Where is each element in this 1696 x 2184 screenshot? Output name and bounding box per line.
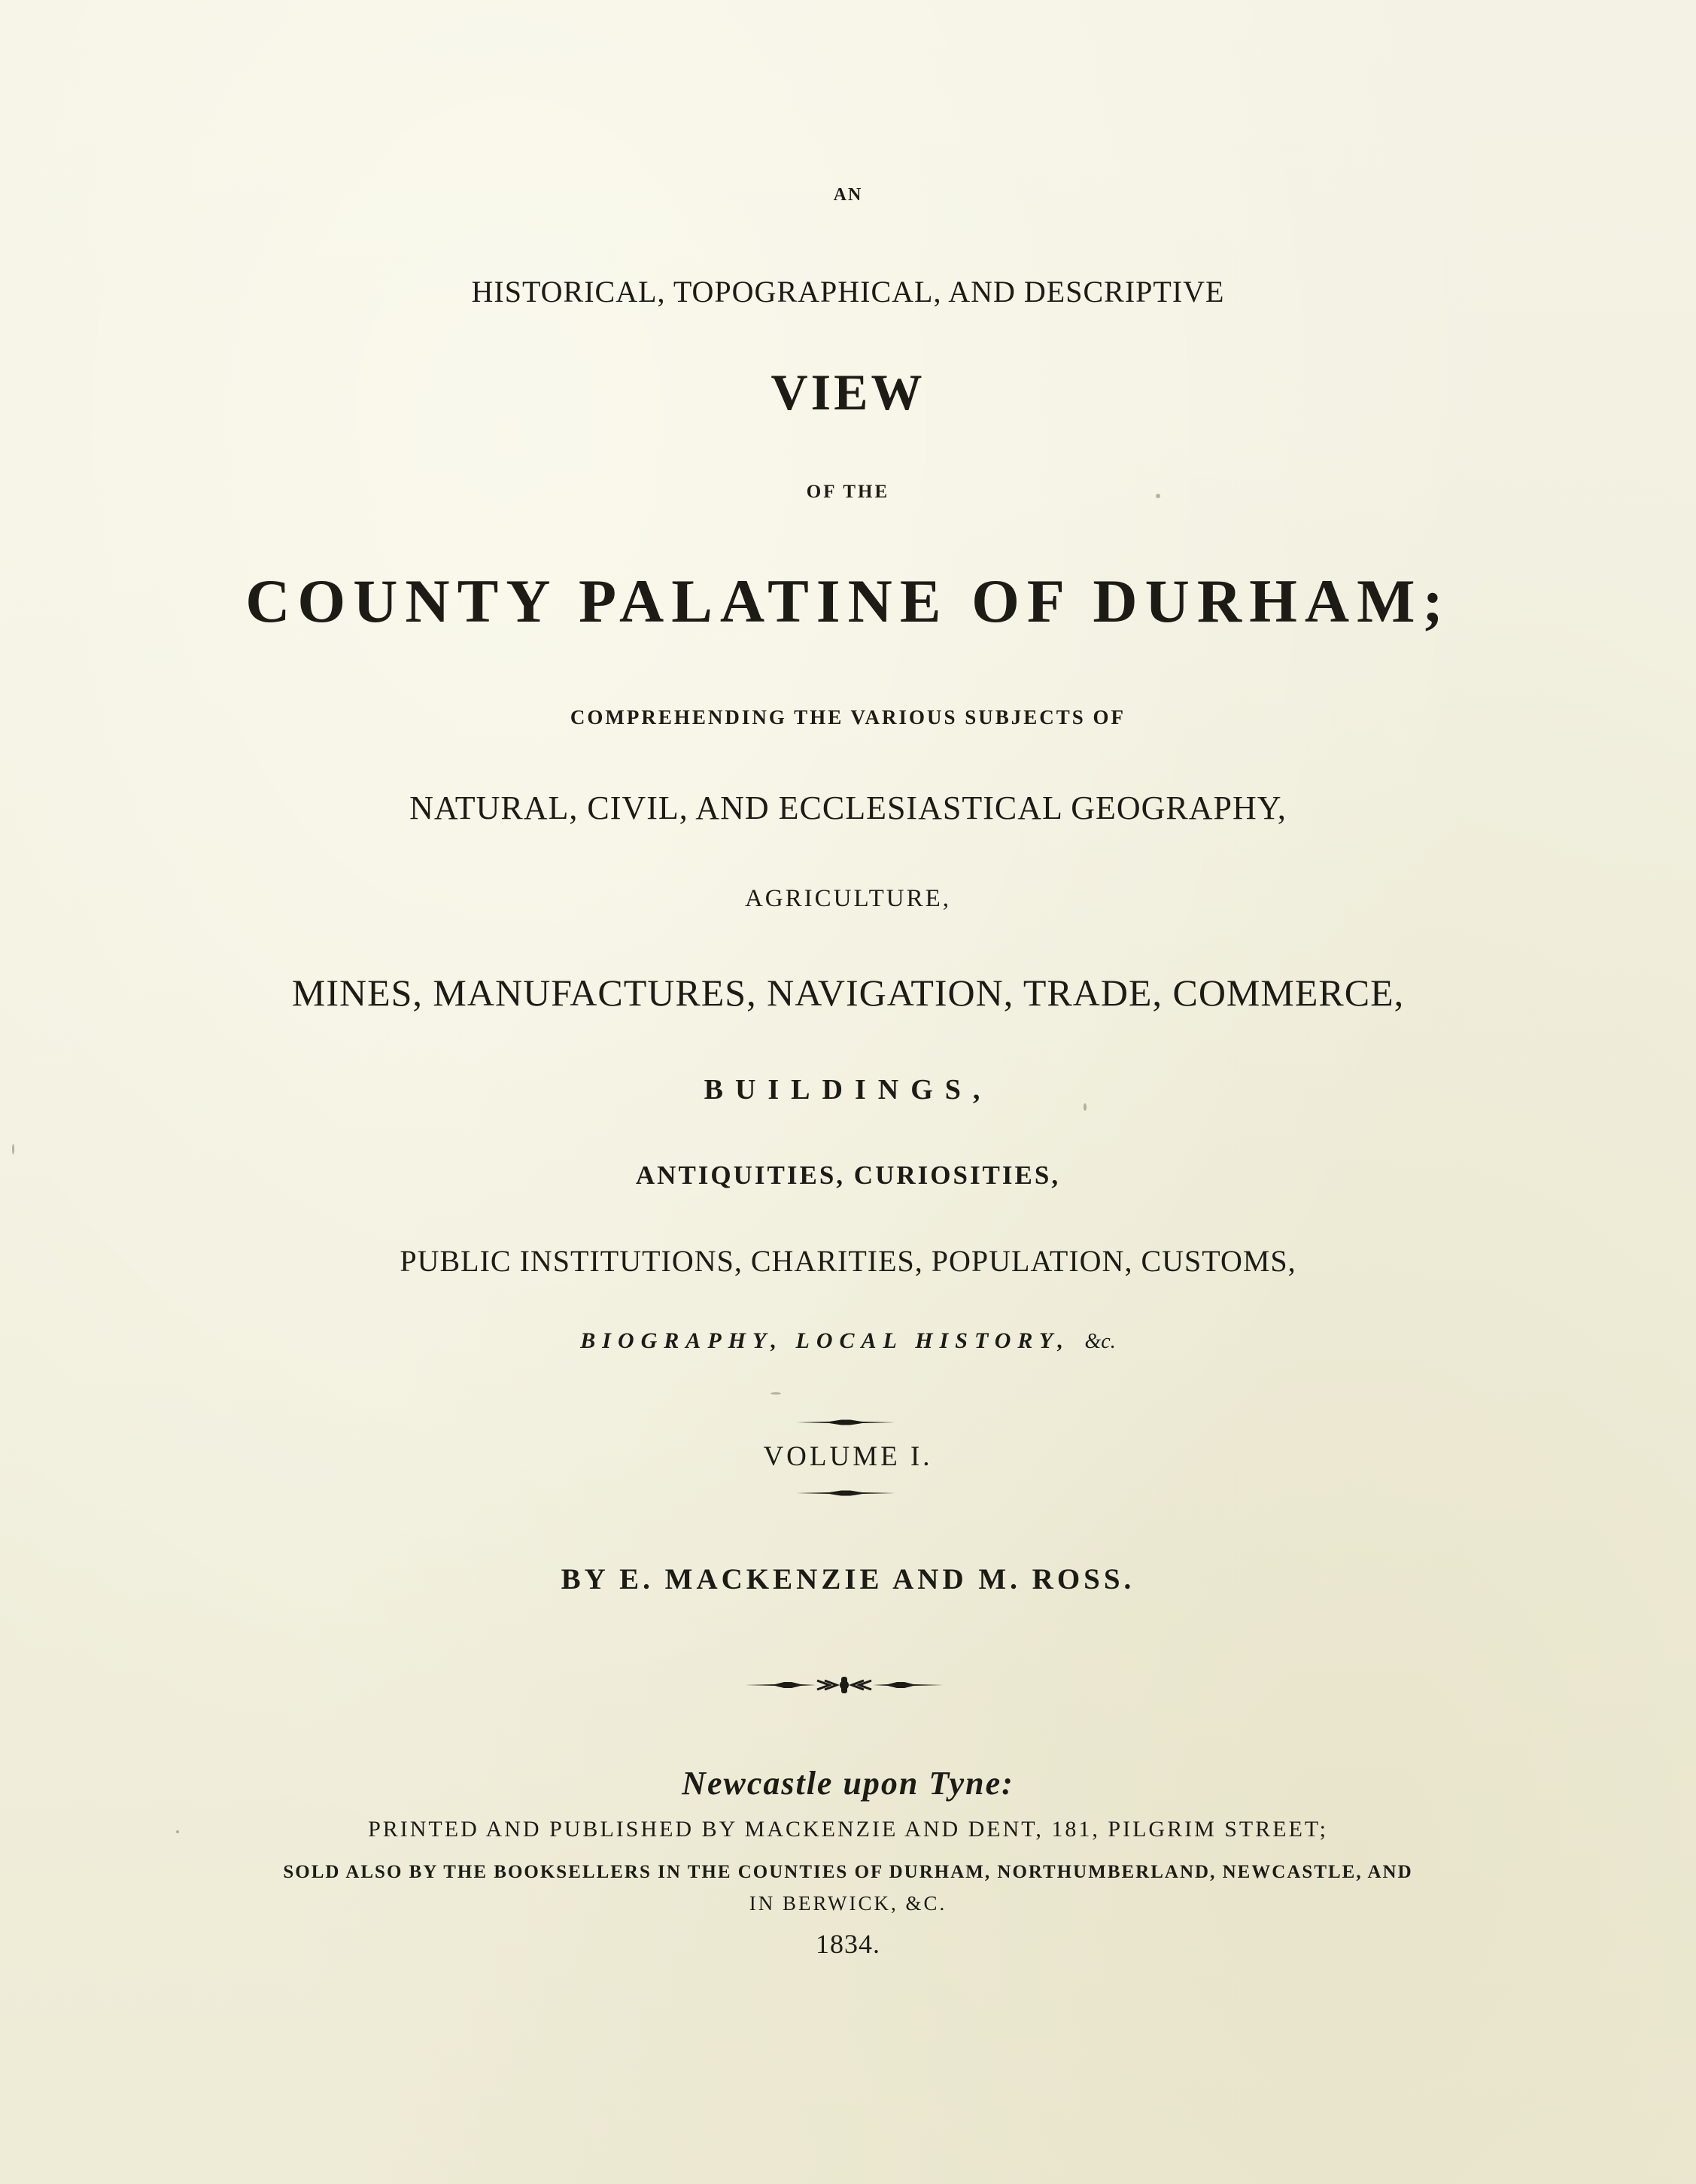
descriptors-line: HISTORICAL, TOPOGRAPHICAL, AND DESCRIPTIVE bbox=[471, 275, 1225, 309]
view-heading: VIEW bbox=[770, 363, 926, 421]
paper-speck bbox=[12, 1144, 14, 1154]
place-line: Newcastle upon Tyne: bbox=[682, 1765, 1014, 1802]
etc-text: &c. bbox=[1084, 1330, 1116, 1353]
paper-speck bbox=[176, 1830, 179, 1833]
paper-speck bbox=[1084, 1103, 1087, 1111]
mines-line: MINES, MANUFACTURES, NAVIGATION, TRADE, COMMERCE, bbox=[291, 972, 1405, 1014]
comprehending-line: COMPREHENDING THE VARIOUS SUBJECTS OF bbox=[570, 706, 1126, 729]
antiquities-line: ANTIQUITIES, CURIOSITIES, bbox=[635, 1160, 1061, 1190]
buildings-line: BUILDINGS, bbox=[704, 1074, 992, 1106]
volume-line: VOLUME I. bbox=[763, 1441, 933, 1472]
geography-line: NATURAL, CIVIL, AND ECCLESIASTICAL GEOGRAPHY, bbox=[409, 789, 1287, 826]
an-line: AN bbox=[833, 185, 863, 205]
paper-speck bbox=[1156, 494, 1160, 498]
paper-speck bbox=[770, 1392, 781, 1395]
lower-rule bbox=[796, 1490, 895, 1496]
in-berwick-line: IN BERWICK, &C. bbox=[749, 1892, 947, 1915]
authors-line: BY E. MACKENZIE AND M. ROSS. bbox=[561, 1563, 1135, 1595]
biography-text: BIOGRAPHY, LOCAL HISTORY, bbox=[580, 1328, 1070, 1353]
year-line: 1834. bbox=[816, 1929, 880, 1959]
biography-line bbox=[0, 1328, 1696, 1354]
sold-also-line: SOLD ALSO BY THE BOOKSELLERS IN THE COUNTIES OF DURHAM, NORTHUMBERLAND, NEWCASTLE, AND bbox=[283, 1862, 1413, 1882]
institutions-line: PUBLIC INSTITUTIONS, CHARITIES, POPULATION, CUSTOMS, bbox=[400, 1244, 1296, 1278]
upper-rule bbox=[796, 1419, 895, 1425]
printers-ornament bbox=[745, 1674, 944, 1696]
printed-by-line: PRINTED AND PUBLISHED BY MACKENZIE AND DENT, 181, PILGRIM STREET; bbox=[368, 1817, 1328, 1842]
of-the-line: OF THE bbox=[806, 482, 890, 502]
county-heading: COUNTY PALATINE OF DURHAM; bbox=[245, 567, 1451, 635]
agriculture-line: AGRICULTURE, bbox=[744, 885, 952, 912]
